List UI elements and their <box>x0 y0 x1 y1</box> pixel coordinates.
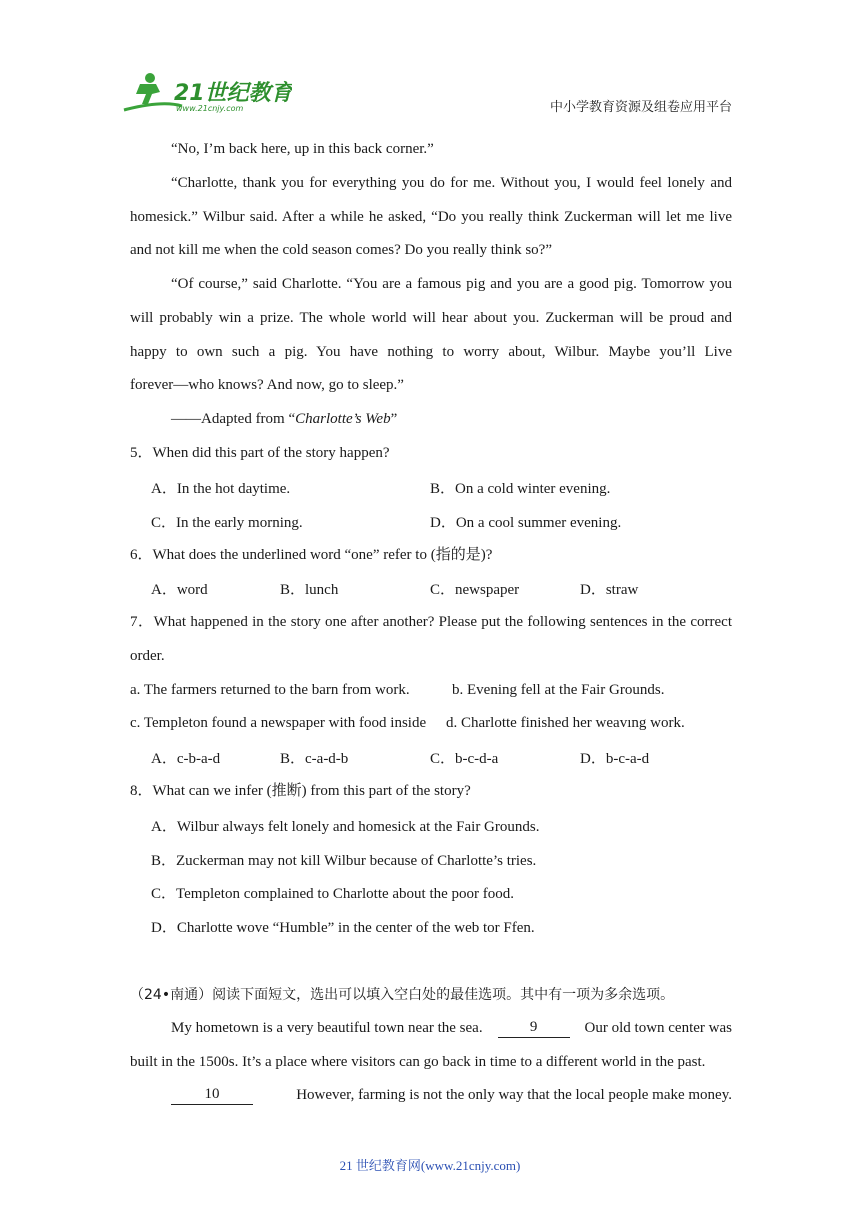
source-suffix: ” <box>390 411 398 427</box>
q5-option-b[interactable]: B．On a cold winter evening. <box>430 481 611 497</box>
q5-option-d[interactable]: D．On a cool summer evening. <box>430 515 622 531</box>
passage-line: “Of course,” said Charlotte. “You are a famous pig and you are a good pig. Tomorrow you <box>171 276 732 292</box>
q6-option-a[interactable]: A．word <box>151 582 208 598</box>
q7-sentence-a: a. The farmers returned to the barn from work. <box>130 682 410 698</box>
blank-9[interactable]: 9 <box>498 1018 570 1038</box>
runner-logo-icon <box>122 70 292 116</box>
section2-line-3 <box>171 1085 732 1105</box>
section2-line-2: built in the 1500s. It’s a place where visitors can go back in time to a different world in the past. <box>130 1054 706 1070</box>
q7-option-d[interactable]: D．b-c-a-d <box>580 751 650 767</box>
q7-option-c[interactable]: C．b-c-d-a <box>430 751 499 767</box>
svg-text:www.21cnjy.com: www.21cnjy.com <box>176 104 244 113</box>
passage-line: homesick.” Wilbur said. After a while he asked, “Do you really think Zuckerman will let me live <box>130 209 732 225</box>
p1-end: Our old town center was <box>584 1020 732 1036</box>
passage-line: “No, I’m back here, up in this back corner.” <box>171 141 434 157</box>
q7-option-a[interactable]: A．c-b-a-d <box>151 751 221 767</box>
blank-10[interactable]: 10 <box>171 1085 253 1105</box>
source-citation <box>171 409 397 429</box>
q7-sentence-c: c. Templeton found a newspaper with food inside <box>130 715 427 731</box>
p1-start: My hometown is a very beautiful town near the sea. <box>171 1020 483 1036</box>
q6-option-b[interactable]: B．lunch <box>280 582 339 598</box>
platform-label: 中小学教育资源及组卷应用平台 <box>549 100 732 115</box>
passage-line: and not kill me when the cold season comes? Do you really think so?” <box>130 242 552 258</box>
q5-option-c[interactable]: C．In the early morning. <box>151 515 303 531</box>
question-7-stem-cont: order. <box>130 648 165 664</box>
question-8-stem: 8．What can we infer (推断) from this part of the story? <box>130 783 471 799</box>
q6-option-c[interactable]: C．newspaper <box>430 582 520 598</box>
question-5-stem: 5．When did this part of the story happen? <box>130 445 390 461</box>
q8-option-c[interactable]: C．Templeton complained to Charlotte about the poor food. <box>151 886 515 902</box>
q6-option-d[interactable]: D．straw <box>580 582 639 598</box>
q8-option-a[interactable]: A．Wilbur always felt lonely and homesick at the Fair Grounds. <box>151 819 540 835</box>
p3-end: However, farming is not the only way that the local people make money. <box>296 1087 732 1103</box>
q5-option-a[interactable]: A．In the hot daytime. <box>151 481 291 497</box>
passage-line: forever—who knows? And now, go to sleep.” <box>130 377 404 393</box>
q7-sentence-b: b. Evening fell at the Fair Grounds. <box>452 682 665 698</box>
q7-sentence-d: d. Charlotte finished her weavıng work. <box>446 715 685 731</box>
passage-line: happy to own such a pig. You have nothing to worry about, Wilbur. Maybe you’ll Live <box>130 344 732 360</box>
q8-option-d[interactable]: D．Charlotte wove “Humble” in the center of the web tor Ffen. <box>151 920 535 936</box>
q7-option-b[interactable]: B．c-a-d-b <box>280 751 349 767</box>
source-prefix: ——Adapted from “ <box>171 411 296 427</box>
site-logo <box>122 70 292 116</box>
footer-link[interactable]: 21 世纪教育网(www.21cnjy.com) <box>339 1158 521 1173</box>
question-6-stem: 6．What does the underlined word “one” refer to (指的是)? <box>130 547 493 563</box>
q8-option-b[interactable]: B．Zuckerman may not kill Wilbur because of Charlotte’s tries. <box>151 853 537 869</box>
source-title: Charlotte’s Web <box>295 411 391 427</box>
passage-line: will probably win a prize. The whole world will hear about you. Zuckerman will be proud and <box>130 310 732 326</box>
section-instruction: （24•南通）阅读下面短文，选出可以填入空白处的最佳选项。其中有一项为多余选项。 <box>130 987 675 1003</box>
svg-text:21世纪教育: 21世纪教育 <box>174 81 292 106</box>
passage-line: “Charlotte, thank you for everything you do for me. Without you, I would feel lonely and <box>171 175 732 191</box>
section2-line-1 <box>171 1018 732 1038</box>
question-7-stem: 7．What happened in the story one after another? Please put the following sentences in the correct <box>130 614 732 630</box>
